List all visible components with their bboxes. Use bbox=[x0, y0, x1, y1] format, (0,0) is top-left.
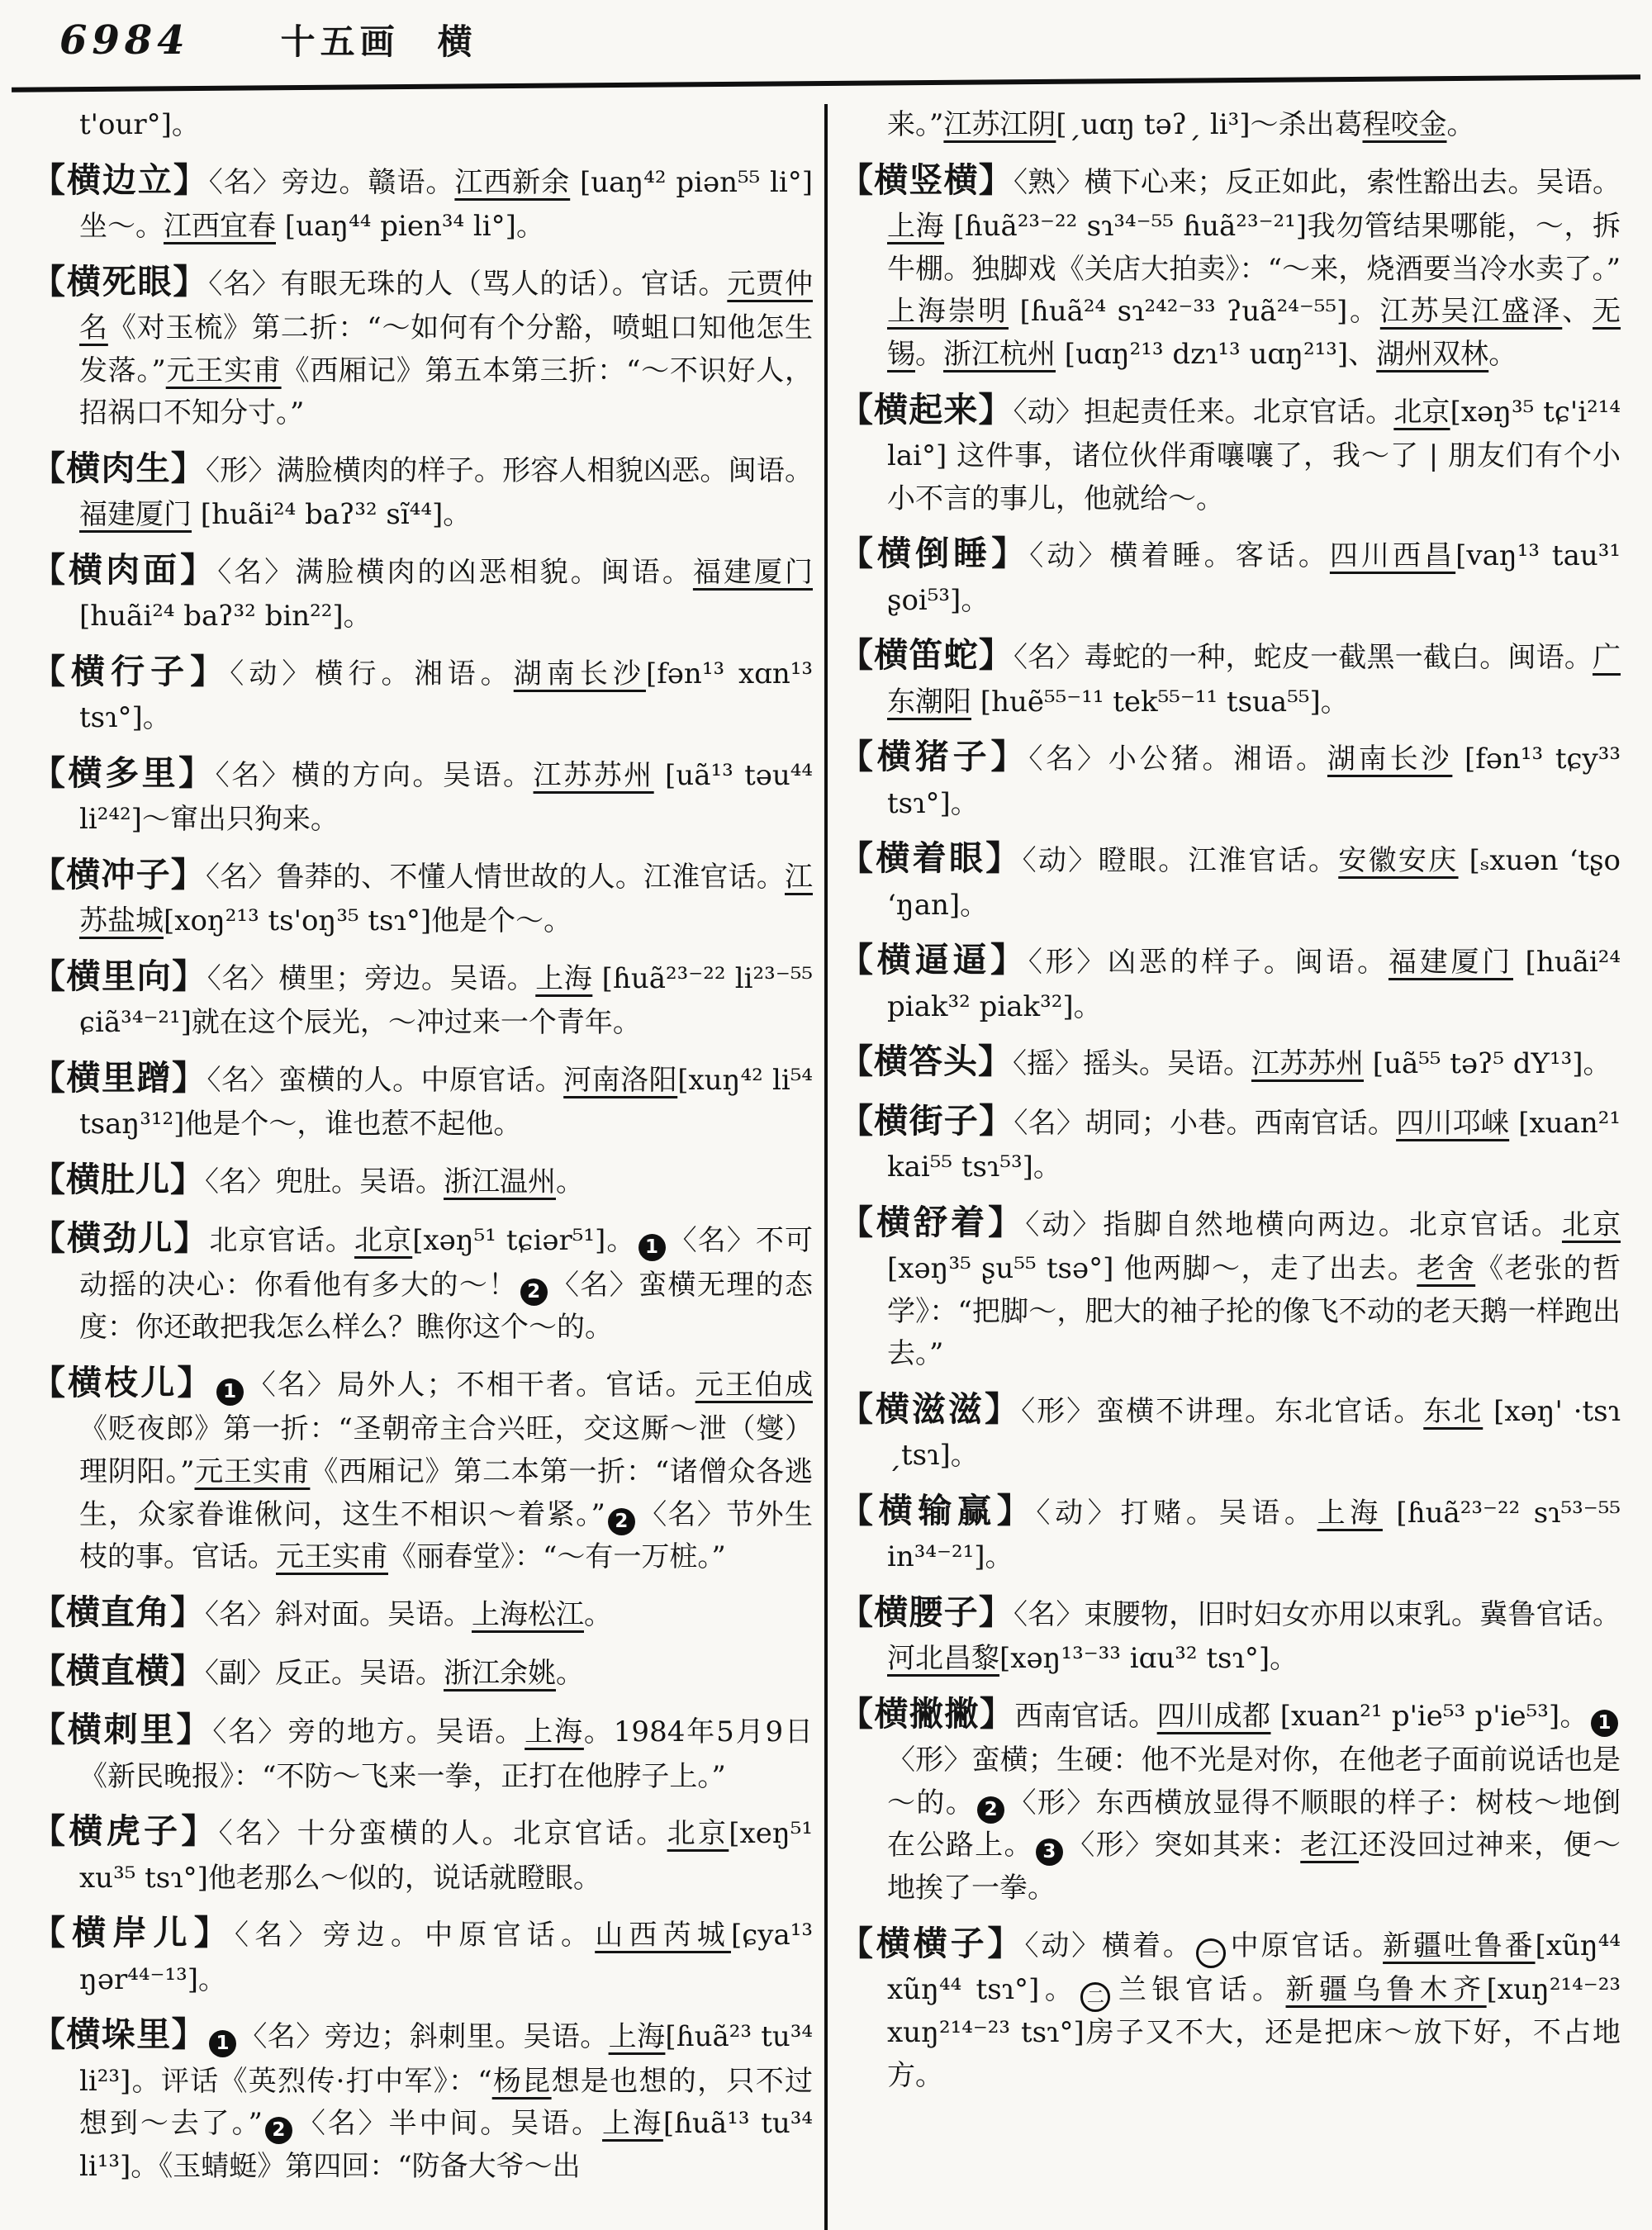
sense-number: 1 bbox=[216, 1378, 244, 1406]
entry-headword: 【横竖横】 bbox=[839, 159, 1014, 200]
proper-noun: 杨昆 bbox=[491, 2064, 552, 2098]
entry-text: [xəŋ⁵¹ tɕiər⁵¹]。 bbox=[412, 1224, 636, 1258]
sense-number: 1 bbox=[638, 1234, 666, 1261]
entry-headword: 【横直角】 bbox=[31, 1592, 205, 1632]
proper-noun: 老舍 bbox=[1417, 1251, 1476, 1285]
entry-text: [ɦuã²³⁻²² li²³⁻⁵⁵ ɕiã³⁴⁻²¹]就在这个辰光，～冲过来一个青年。 bbox=[79, 961, 813, 1040]
sense-number: 1 bbox=[209, 2030, 236, 2057]
dictionary-entry bbox=[839, 384, 1621, 521]
entry-text: 。 bbox=[556, 1165, 584, 1198]
dictionary-entry bbox=[31, 1052, 813, 1146]
proper-noun: 北京 bbox=[667, 1817, 729, 1851]
proper-noun: 安徽安庆 bbox=[1338, 844, 1459, 878]
entry-text: 〈副〉反正。吴语。 bbox=[205, 1657, 444, 1691]
sense-number: 2 bbox=[520, 1279, 548, 1306]
dictionary-entry bbox=[31, 1587, 813, 1638]
entry-headword: 【横滋滋】 bbox=[839, 1388, 1022, 1429]
entry-text: 〈动〉横行。湘语。 bbox=[230, 657, 514, 690]
dictionary-entry bbox=[839, 629, 1621, 724]
entry-text: 〈名〉兜肚。吴语。 bbox=[205, 1165, 444, 1198]
entry-text: 、 bbox=[1562, 295, 1593, 329]
entry-text: 〈动〉横着睡。客话。 bbox=[1029, 539, 1330, 573]
page-number: 6984 bbox=[59, 17, 190, 64]
entry-headword: 【横着眼】 bbox=[839, 838, 1023, 879]
entry-headword: 【横腰子】 bbox=[839, 1592, 1014, 1632]
entry-headword: 【横肚儿】 bbox=[31, 1159, 205, 1199]
entry-text: 。 bbox=[915, 338, 943, 371]
dictionary-entry bbox=[31, 256, 813, 435]
entry-text: 〈名〉小公猪。湘语。 bbox=[1028, 743, 1327, 776]
entry-text: [xuŋ²¹⁴⁻²³ xuŋ²¹⁴⁻²³ tsɿ°]房子又不大，还是把床～放下好，不占地方。 bbox=[887, 1973, 1621, 2092]
entry-text: [huẽ⁵⁵⁻¹¹ tek⁵⁵⁻¹¹ tsua⁵⁵]。 bbox=[971, 685, 1349, 719]
entry-text: t'our°]。 bbox=[79, 108, 200, 141]
entry-headword: 【横答头】 bbox=[839, 1041, 1013, 1082]
entry-text: [xeŋ⁵¹ xu³⁵ tsɿ°]他老那么～似的，说话就瞪眼。 bbox=[79, 1817, 813, 1895]
sense-number: 2 bbox=[977, 1796, 1004, 1824]
proper-noun: 新疆吐鲁番 bbox=[1383, 1929, 1536, 1962]
entry-text: [ɦuã¹³ tu³⁴ li¹³]。《玉蜻蜓》第四回：“防备大爷～出 bbox=[79, 2107, 813, 2184]
entry-text: 〈名〉满脸横肉的凶恶相貌。闽语。 bbox=[217, 555, 693, 589]
entry-text: 。 bbox=[1446, 108, 1475, 141]
entry-headword: 【横枝儿】 bbox=[31, 1362, 214, 1402]
sense-number: 3 bbox=[1036, 1839, 1063, 1866]
proper-noun: 上海松江 bbox=[472, 1597, 584, 1631]
proper-noun: 江苏吴江盛泽 bbox=[1379, 295, 1563, 329]
continuation-text bbox=[31, 104, 813, 147]
page-header bbox=[59, 15, 472, 64]
sense-number: 2 bbox=[608, 1508, 635, 1535]
entry-text: 〈动〉瞪眼。江淮官话。 bbox=[1022, 844, 1339, 878]
entry-text: [xəŋ³⁵ ʂu⁵⁵ tsə°] 他两脚～，走了出去。 bbox=[887, 1251, 1417, 1285]
entry-headword: 【横横子】 bbox=[839, 1923, 1025, 1963]
entry-text: [uaŋ⁴⁴ pien³⁴ li°]。 bbox=[276, 209, 544, 243]
proper-noun: 程咬金 bbox=[1362, 108, 1447, 141]
entry-headword: 【横冲子】 bbox=[31, 854, 206, 894]
sense-number: 2 bbox=[265, 2117, 292, 2144]
entry-text: 〈名〉鲁莽的、不懂人情世故的人。江淮官话。 bbox=[205, 860, 786, 894]
entry-text: 西南官话。 bbox=[1014, 1699, 1157, 1733]
entry-text: 〈动〉打赌。吴语。 bbox=[1036, 1496, 1317, 1530]
entry-text: [huãi²⁴ baʔ³² sĩ⁴⁴]。 bbox=[192, 498, 472, 532]
proper-noun: 浙江温州 bbox=[444, 1165, 556, 1198]
proper-noun: 江苏苏州 bbox=[1251, 1047, 1364, 1081]
proper-noun: 北京 bbox=[1393, 395, 1450, 429]
entry-text: 《西厢记》第二本第一折：“诸僧众各逃生，众家眷谁偢问，这生不相识～着紧。” bbox=[79, 1454, 813, 1531]
entry-text: 〈名〉蛮横无理的态度：你还敢把我怎么样么？瞧你这个～的。 bbox=[79, 1268, 813, 1345]
entry-text: 〈动〉指脚自然地横向两边。北京官话。 bbox=[1025, 1208, 1562, 1241]
proper-noun: 山西芮城 bbox=[595, 1919, 731, 1952]
entry-headword: 【横死眼】 bbox=[31, 261, 209, 301]
entry-headword: 【横输赢】 bbox=[839, 1490, 1037, 1530]
entry-headword: 【横撇撇】 bbox=[839, 1693, 1015, 1734]
entry-headword: 【横直横】 bbox=[31, 1651, 205, 1691]
dictionary-entry bbox=[31, 443, 813, 537]
dictionary-entry bbox=[31, 1212, 813, 1350]
proper-noun: 上海 bbox=[535, 961, 593, 995]
entry-headword: 【横肉面】 bbox=[31, 549, 218, 590]
sub-sense-number: 二 bbox=[1080, 1982, 1110, 2012]
dictionary-entry bbox=[839, 1383, 1621, 1478]
entry-headword: 【横边立】 bbox=[31, 159, 209, 200]
entry-text: 。 bbox=[1488, 338, 1517, 371]
entry-text: [ɦuã²³ tu³⁴ li²³]。评话《英烈传·打中军》：“ bbox=[79, 2020, 813, 2098]
dictionary-entry bbox=[839, 1197, 1621, 1376]
entry-text: 〈形〉蛮横；生硬：他不光是对你，在他老子面前说话也是～的。 bbox=[887, 1744, 1621, 1820]
proper-noun: 福建厦门 bbox=[79, 498, 192, 532]
entry-text: 〈名〉蛮横的人。中原官话。 bbox=[206, 1063, 564, 1097]
entry-text: [vaŋ¹³ tau³¹ ʂoi⁵³]。 bbox=[887, 539, 1621, 617]
entry-text: 〈名〉不可动摇的决心：你看他有多大的～！ bbox=[79, 1224, 813, 1302]
entry-text: 〈形〉满脸横肉的样子。形容人相貌凶恶。闽语。 bbox=[205, 453, 813, 487]
entry-text: 《老张的哲学》：“把脚～，肥大的袖子抡的像飞不动的老天鹅一样跑出去。” bbox=[887, 1251, 1621, 1371]
entry-text: 〈动〉横着。 bbox=[1024, 1929, 1194, 1962]
entry-text: [fən¹³ xɑn¹³ tsɿ°]。 bbox=[79, 657, 813, 735]
entry-text: 〈名〉旁边。赣语。 bbox=[208, 165, 455, 199]
entry-headword: 【横猪子】 bbox=[839, 737, 1029, 777]
entry-text: 兰银官话。 bbox=[1113, 1973, 1286, 2007]
proper-noun: 新疆乌鲁木齐 bbox=[1285, 1973, 1487, 2007]
proper-noun: 北京 bbox=[1561, 1208, 1621, 1241]
proper-noun: 湖南长沙 bbox=[1327, 743, 1453, 776]
proper-noun: 东北 bbox=[1423, 1394, 1483, 1428]
proper-noun: 江西新余 bbox=[454, 165, 571, 199]
proper-noun: 江西宜春 bbox=[164, 209, 276, 243]
entry-text: [xəŋ³⁵ tɕ'i²¹⁴ lai°] 这件事，诸位伙伴甭嚷嚷了，我～了 | 朋友们有个小小不言的事儿，他就给～。 bbox=[887, 395, 1621, 515]
proper-noun: 上海崇明 bbox=[887, 295, 1009, 329]
entry-text: [uɑŋ²¹³ dzɿ¹³ uɑŋ²¹³]、 bbox=[1056, 338, 1377, 371]
entry-text: 。 bbox=[556, 1657, 584, 1691]
entry-headword: 【横肉生】 bbox=[31, 448, 206, 488]
entry-headword: 【横倒睡】 bbox=[839, 534, 1030, 574]
entry-headword: 【横劲儿】 bbox=[31, 1218, 210, 1259]
entry-headword: 【横里蹭】 bbox=[31, 1057, 207, 1098]
entry-text: 〈名〉胡同；小巷。西南官话。 bbox=[1014, 1106, 1397, 1140]
dictionary-entry bbox=[31, 1907, 813, 2001]
entry-headword: 【横垛里】 bbox=[31, 2014, 206, 2055]
proper-noun: 上海 bbox=[1317, 1496, 1383, 1530]
dictionary-entry bbox=[31, 154, 813, 249]
proper-noun: 元王实甫 bbox=[165, 353, 282, 387]
head-character: 横 bbox=[437, 21, 472, 62]
entry-text: [xəŋ¹³⁻³³ iɑu³² tsɿ°]。 bbox=[999, 1642, 1298, 1676]
entry-headword: 【横刺里】 bbox=[31, 1710, 213, 1750]
proper-noun: 广东潮阳 bbox=[887, 641, 1621, 719]
entry-text: 〈名〉横的方向。吴语。 bbox=[215, 758, 534, 792]
stroke-count-section: 十五画 bbox=[280, 21, 400, 62]
entry-text: 〈名〉有眼无珠的人（骂人的话）。官话。 bbox=[208, 267, 728, 301]
entry-text: [ɦuã²³⁻²² sɿ⁵³⁻⁵⁵ in³⁴⁻²¹]。 bbox=[887, 1496, 1621, 1574]
proper-noun: 湖南长沙 bbox=[513, 657, 646, 690]
entry-text: [uã¹³ təu⁴⁴ li²⁴²]～窜出只狗来。 bbox=[79, 758, 813, 837]
entry-text: 〈动〉担起责任来。北京官话。 bbox=[1013, 395, 1394, 429]
entry-text: 〈名〉十分蛮横的人。北京官话。 bbox=[218, 1817, 667, 1851]
entry-headword: 【横行子】 bbox=[31, 651, 230, 691]
entry-text: 〈形〉凶恶的样子。闽语。 bbox=[1028, 946, 1389, 980]
proper-noun: 河南洛阳 bbox=[563, 1063, 678, 1097]
sense-number: 1 bbox=[1591, 1710, 1618, 1737]
entry-text: [huãi²⁴ baʔ³² bin²²]。 bbox=[79, 600, 372, 633]
entry-text: [xũŋ⁴⁴ xũŋ⁴⁴ tsɿ°]。 bbox=[887, 1929, 1621, 2007]
left-column bbox=[31, 104, 813, 2218]
proper-noun: 江苏苏州 bbox=[533, 758, 654, 792]
entry-text: [fən¹³ tɕy³³ tsɿ°]。 bbox=[887, 743, 1621, 820]
proper-noun: 四川邛崃 bbox=[1396, 1106, 1510, 1140]
proper-noun: 湖州双林 bbox=[1376, 338, 1489, 371]
proper-noun: 江苏盐城 bbox=[79, 860, 813, 938]
proper-noun: 河北昌黎 bbox=[887, 1642, 999, 1676]
dictionary-entry bbox=[839, 1036, 1621, 1087]
entry-text: 〈名〉横里；旁边。吴语。 bbox=[206, 961, 536, 995]
proper-noun: 福建厦门 bbox=[692, 555, 813, 589]
dictionary-entry bbox=[31, 1357, 813, 1579]
proper-noun: 北京 bbox=[354, 1224, 413, 1258]
entry-text: [ɦuã²⁴ sɿ²⁴²⁻³³ ʔuã²⁴⁻⁵⁵]。 bbox=[1008, 295, 1380, 329]
entry-headword: 【横起来】 bbox=[839, 389, 1014, 429]
entry-text: 《西厢记》第五本第三折：“～不识好人，招祸口不知分寸。” bbox=[79, 353, 813, 430]
proper-noun: 上海 bbox=[525, 1715, 584, 1749]
entry-headword: 【横舒着】 bbox=[839, 1202, 1026, 1242]
dictionary-entry bbox=[31, 1805, 813, 1900]
dictionary-entry bbox=[839, 1587, 1621, 1681]
proper-noun: 四川西昌 bbox=[1329, 539, 1456, 573]
entry-headword: 【横里向】 bbox=[31, 956, 207, 996]
dictionary-entry bbox=[839, 833, 1621, 927]
continuation-text bbox=[839, 104, 1621, 147]
dictionary-entry bbox=[31, 1154, 813, 1205]
dictionary-entry bbox=[839, 154, 1621, 377]
entry-text: [ɦuã²³⁻²² sɿ³⁴⁻⁵⁵ ɦuã²³⁻²¹]我勿管结果哪能，～，拆牛棚。独脚戏《关店大拍卖》：“～来，烧酒要当冷水卖了。” bbox=[887, 209, 1621, 286]
entry-text: 。 bbox=[584, 1597, 612, 1631]
entry-text: [xoŋ²¹³ ts'oŋ³⁵ tsɿ°]他是个～。 bbox=[164, 904, 572, 938]
sub-sense-number: 一 bbox=[1196, 1938, 1226, 1968]
proper-noun: 浙江余姚 bbox=[444, 1657, 556, 1691]
entry-text: 《对玉梳》第二折：“～如何有个分豁，喷蛆口知他怎生发落。” bbox=[79, 311, 813, 387]
proper-noun: 上海 bbox=[608, 2020, 666, 2054]
dictionary-entry bbox=[839, 1688, 1621, 1910]
dictionary-entry bbox=[839, 1918, 1621, 2098]
entry-text: 〈名〉旁边；斜刺里。吴语。 bbox=[239, 2020, 609, 2054]
proper-noun: 浙江杭州 bbox=[943, 338, 1056, 371]
proper-noun: 元王伯成 bbox=[695, 1368, 813, 1402]
column-divider bbox=[824, 104, 828, 2230]
dictionary-entry bbox=[839, 1485, 1621, 1579]
entry-text: 〈形〉蛮横不讲理。东北官话。 bbox=[1021, 1394, 1424, 1428]
entry-text: [ₛxuən ʻtʂo ʻŋan]。 bbox=[887, 844, 1621, 922]
entry-text: 〈名〉旁边。中原官话。 bbox=[235, 1919, 596, 1952]
entry-headword: 【横多里】 bbox=[31, 752, 216, 793]
dictionary-entry bbox=[839, 1095, 1621, 1189]
proper-noun: 上海 bbox=[602, 2107, 663, 2141]
proper-noun: 元王实甫 bbox=[276, 1540, 388, 1574]
entry-text: [xuan²¹ p'ie⁵³ p'ie⁵³]。 bbox=[1270, 1699, 1589, 1733]
entry-text: 〈名〉半中间。吴语。 bbox=[294, 2107, 603, 2141]
dictionary-entry bbox=[31, 646, 813, 740]
entry-headword: 【横虎子】 bbox=[31, 1811, 219, 1852]
dictionary-entry bbox=[31, 2009, 813, 2188]
entry-text: 〈名〉束腰物，旧时妇女亦用以束乳。冀鲁官话。 bbox=[1013, 1597, 1621, 1631]
entry-text: 想是也想的，只不过想到～去了。” bbox=[79, 2064, 813, 2141]
entry-text: 〈名〉局外人；不相干者。官话。 bbox=[245, 1368, 695, 1402]
entry-text: 还没回过神来，便～地挨了一拳。 bbox=[887, 1829, 1621, 1905]
entry-text: 〈名〉斜对面。吴语。 bbox=[205, 1597, 472, 1631]
entry-text: 〈名〉旁的地方。吴语。 bbox=[212, 1715, 525, 1749]
entry-text: 《贬夜郎》第一折：“圣朝帝主合兴旺，交这厮～泄（燮）理阴阳。” bbox=[79, 1412, 813, 1488]
proper-noun: 上海 bbox=[887, 209, 945, 243]
entry-text: [ˏuɑŋ təʔˏ li³]～杀出葛 bbox=[1056, 108, 1363, 141]
proper-noun: 老江 bbox=[1300, 1829, 1359, 1862]
dictionary-entry bbox=[839, 731, 1621, 825]
entry-headword: 【横岸儿】 bbox=[31, 1913, 235, 1953]
entry-text: [huãi²⁴ piak³² piak³²]。 bbox=[887, 946, 1621, 1023]
dictionary-entry bbox=[31, 951, 813, 1045]
entry-headword: 【横笛蛇】 bbox=[839, 635, 1014, 676]
page-body bbox=[31, 104, 1621, 2230]
proper-noun: 福建厦门 bbox=[1388, 946, 1513, 980]
proper-noun: 元贾仲名 bbox=[79, 267, 813, 344]
dictionary-entry bbox=[31, 1704, 813, 1798]
entry-text: 〈熟〉横下心来；反正如此，索性豁出去。吴语。 bbox=[1013, 165, 1621, 199]
header-rule bbox=[12, 74, 1640, 92]
entry-text: 北京官话。 bbox=[209, 1224, 354, 1258]
entry-text: [xuan²¹ kai⁵⁵ tsɿ⁵³]。 bbox=[887, 1106, 1621, 1184]
entry-text: [xuŋ⁴² li⁵⁴ tsaŋ³¹²]他是个～，谁也惹不起他。 bbox=[79, 1063, 813, 1141]
proper-noun: 元王实甫 bbox=[194, 1454, 311, 1488]
entry-text: 〈名〉毒蛇的一种，蛇皮一截黑一截白。闽语。 bbox=[1013, 641, 1593, 675]
entry-headword: 【横街子】 bbox=[839, 1100, 1014, 1141]
entry-text: 。1984年5月9日《新民晚报》：“不防～飞来一拳，正打在他脖子上。” bbox=[79, 1715, 813, 1793]
entry-headword: 【横逼逼】 bbox=[839, 940, 1028, 980]
dictionary-entry bbox=[31, 544, 813, 638]
entry-text: 《丽春堂》：“～有一万桩。” bbox=[388, 1540, 726, 1574]
entry-text: [uaŋ⁴² piən⁵⁵ li°]坐～。 bbox=[79, 165, 813, 243]
entry-text: [uã⁵⁵ təʔ⁵ dY¹³]。 bbox=[1364, 1047, 1612, 1081]
entry-text: 〈摇〉摇头。吴语。 bbox=[1013, 1047, 1251, 1081]
dictionary-entry bbox=[839, 934, 1621, 1028]
entry-text: 来。” bbox=[887, 108, 944, 141]
entry-text: 〈名〉节外生枝的事。官话。 bbox=[79, 1497, 813, 1574]
dictionary-entry bbox=[31, 747, 813, 842]
proper-noun: 江苏江阴 bbox=[943, 108, 1056, 141]
proper-noun: 无锡 bbox=[887, 295, 1621, 371]
proper-noun: 四川成都 bbox=[1156, 1699, 1271, 1733]
entry-text: 〈形〉东西横放显得不顺眼的样子：树枝～地倒在公路上。 bbox=[887, 1786, 1621, 1862]
dictionary-entry bbox=[31, 1645, 813, 1696]
entry-text: [xəŋ' ·tsɿ ˏtsɿ]。 bbox=[887, 1394, 1621, 1473]
dictionary-entry bbox=[31, 849, 813, 943]
entry-text: 中原官话。 bbox=[1227, 1929, 1384, 1962]
dictionary-entry bbox=[839, 528, 1621, 622]
entry-text: [ɕya¹³ ŋər⁴⁴⁻¹³]。 bbox=[79, 1919, 813, 1996]
entry-text: 〈形〉突如其来： bbox=[1065, 1829, 1301, 1862]
right-column bbox=[839, 104, 1621, 2218]
